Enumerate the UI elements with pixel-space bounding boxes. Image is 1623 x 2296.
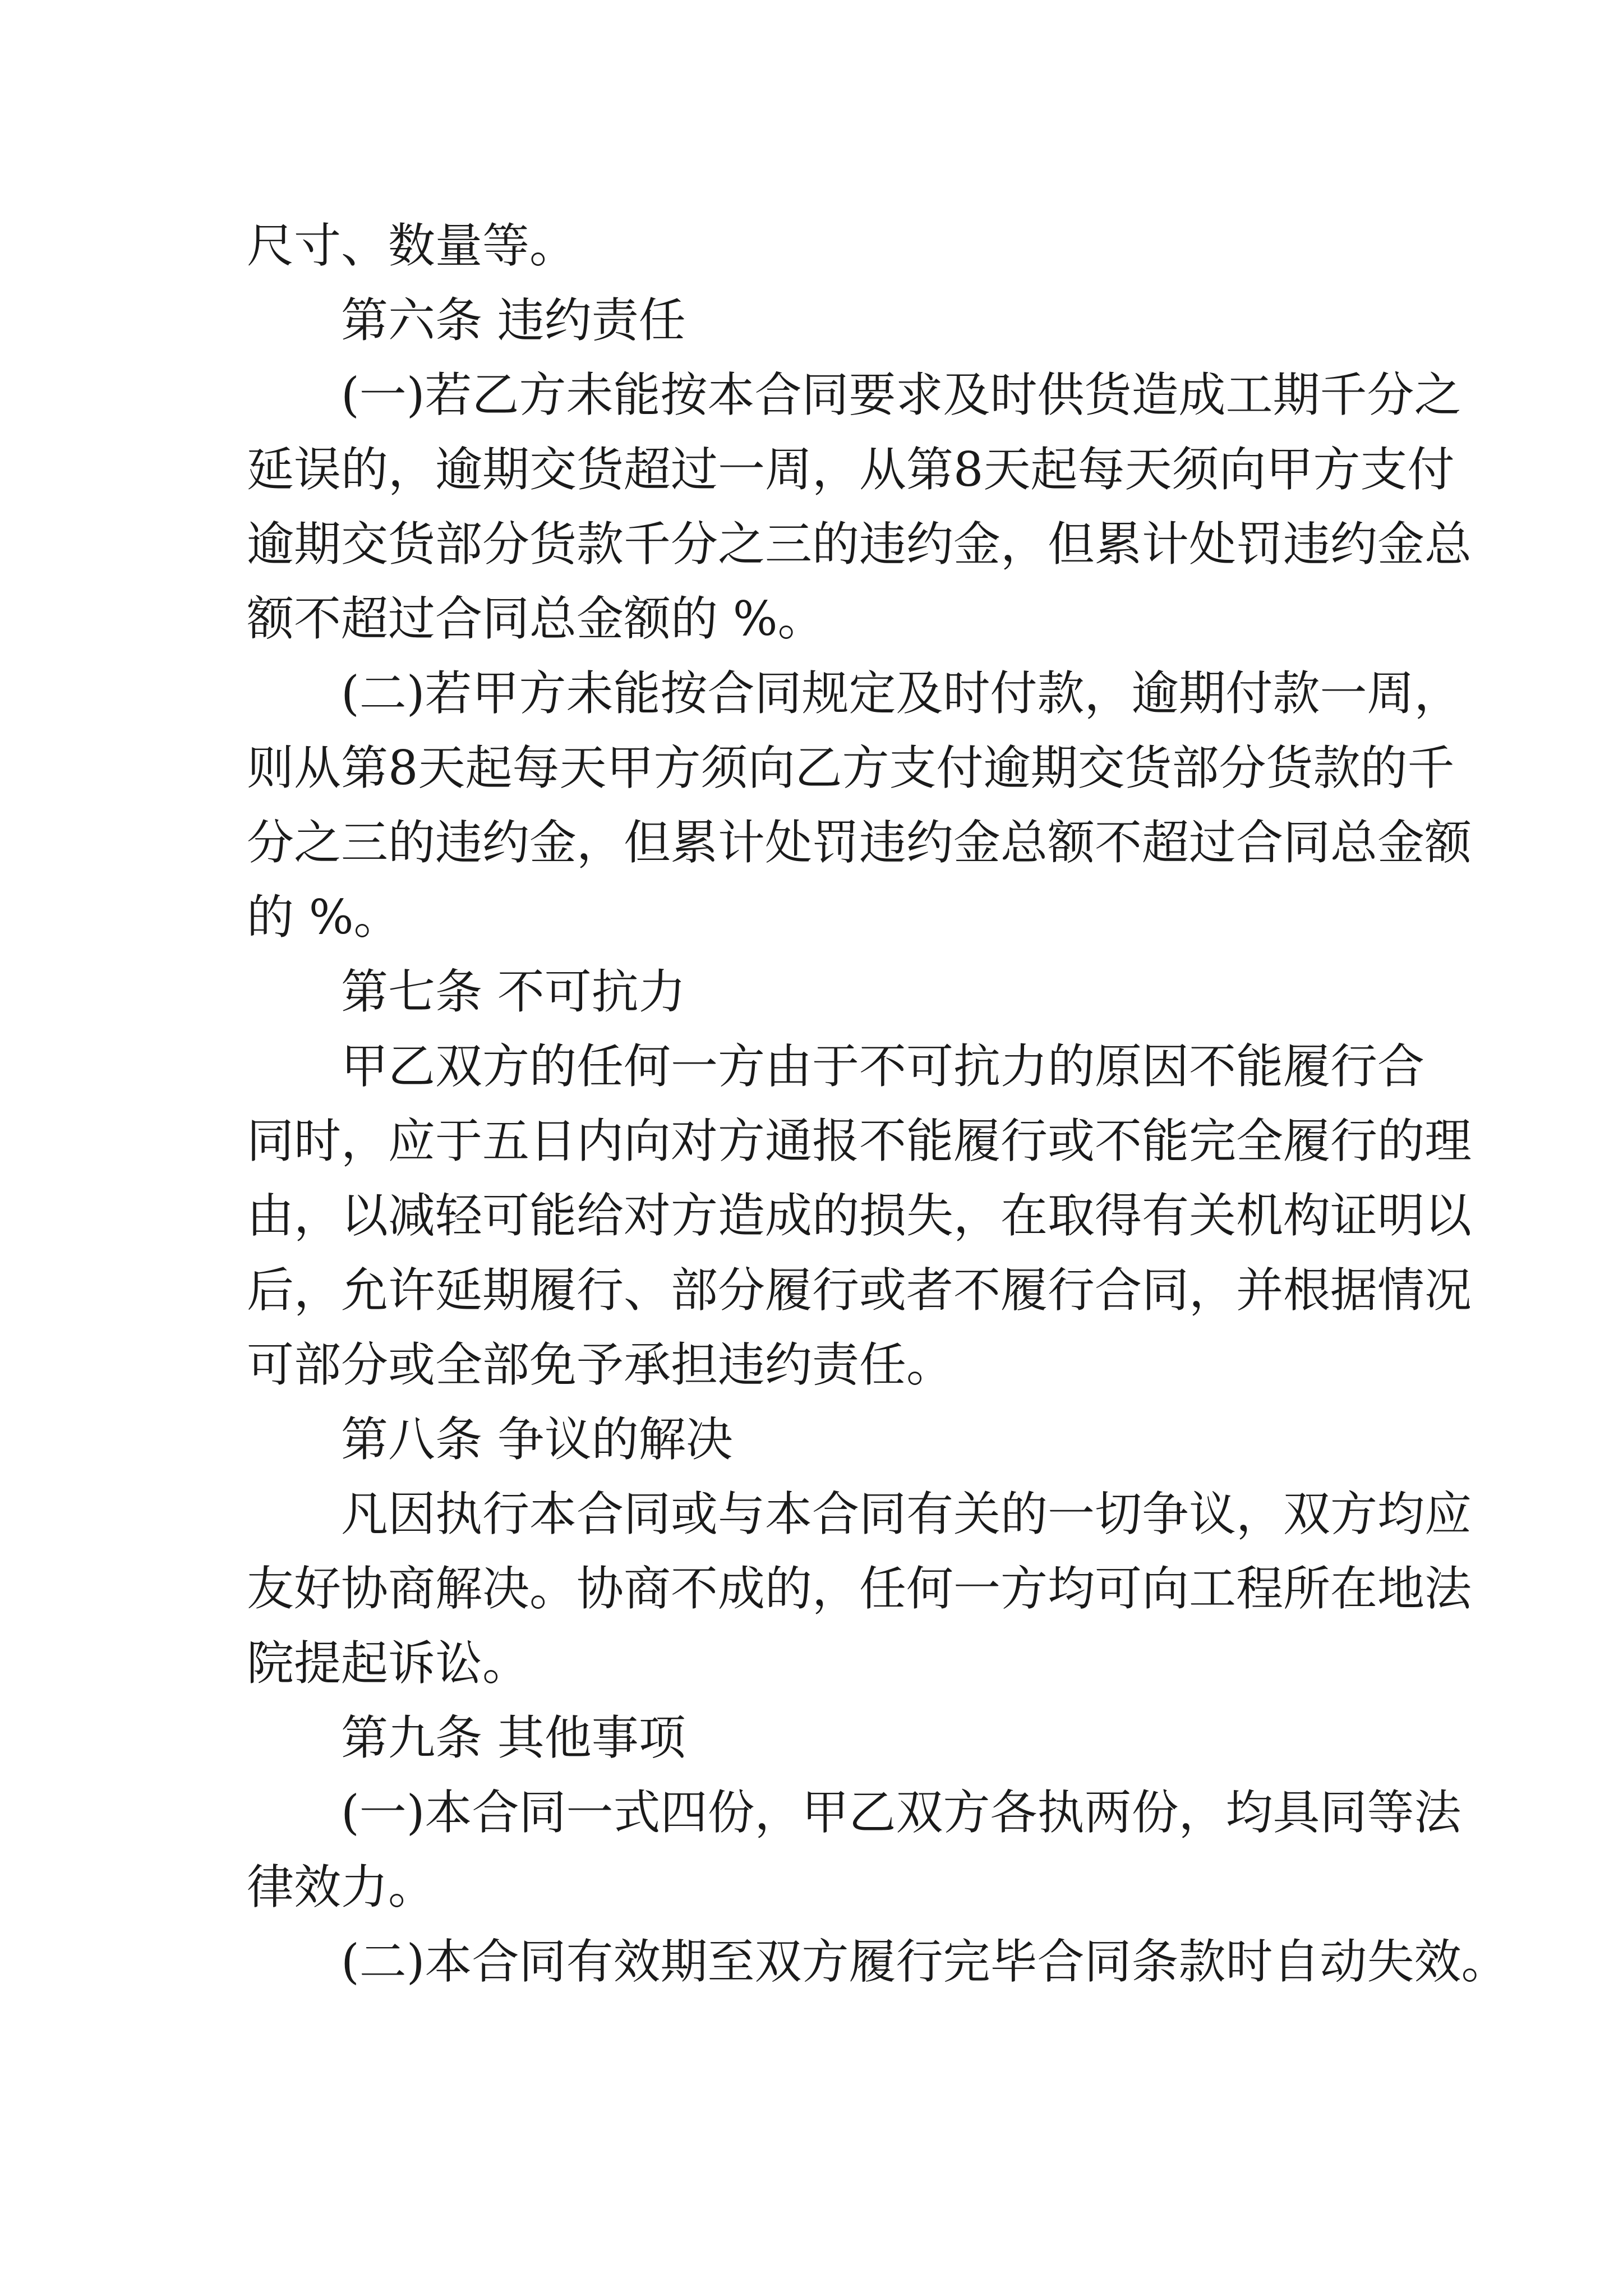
document-body [247,209,1509,1999]
section-heading: 第七条 不可抗力 [341,964,686,1019]
paragraph-line: (二)若甲方未能按合同规定及时付款，逾期付款一周， [341,666,1461,721]
paragraph-line: 则从第8天起每天甲方须向乙方支付逾期交货部分货款的千 [247,740,1455,795]
section-heading: 第八条 争议的解决 [341,1412,733,1467]
paragraph-line: 可部分或全部免予承担违约责任。 [247,1337,954,1392]
paragraph-line: 尺寸、数量等。 [247,218,577,273]
paragraph-line: 甲乙双方的任何一方由于不可抗力的原因不能履行合 [341,1039,1425,1094]
section-heading: 第六条 违约责任 [341,293,686,348]
paragraph-line: (一)若乙方未能按本合同要求及时供货造成工期千分之 [341,367,1461,422]
paragraph-line: 的 %。 [247,890,401,945]
paragraph-line: 延误的，逾期交货超过一周，从第8天起每天须向甲方支付 [247,442,1455,497]
paragraph-line: 逾期交货部分货款千分之三的违约金，但累计处罚违约金总 [247,517,1472,572]
paragraph-line: 院提起诉讼。 [247,1636,530,1691]
section-heading: 第九条 其他事项 [341,1710,686,1765]
paragraph-line: 同时，应于五日内向对方通报不能履行或不能完全履行的理 [247,1114,1472,1168]
paragraph-line: (二)本合同有效期至双方履行完毕合同条款时自动失效。 [341,1934,1509,1989]
paragraph-line: 额不超过合同总金额的 %。 [247,591,825,646]
paragraph-line: 由，以减轻可能给对方造成的损失，在取得有关机构证明以 [247,1188,1472,1243]
paragraph-line: 后，允许延期履行、部分履行或者不履行合同，并根据情况 [247,1263,1472,1318]
paragraph-line: (一)本合同一式四份，甲乙双方各执两份，均具同等法 [341,1785,1461,1840]
paragraph-line: 友好协商解决。协商不成的，任何一方均可向工程所在地法 [247,1561,1472,1616]
paragraph-line: 凡因执行本合同或与本合同有关的一切争议，双方均应 [341,1487,1472,1542]
paragraph-line: 分之三的违约金，但累计处罚违约金总额不超过合同总金额 [247,815,1472,870]
paragraph-line: 律效力。 [247,1860,436,1915]
